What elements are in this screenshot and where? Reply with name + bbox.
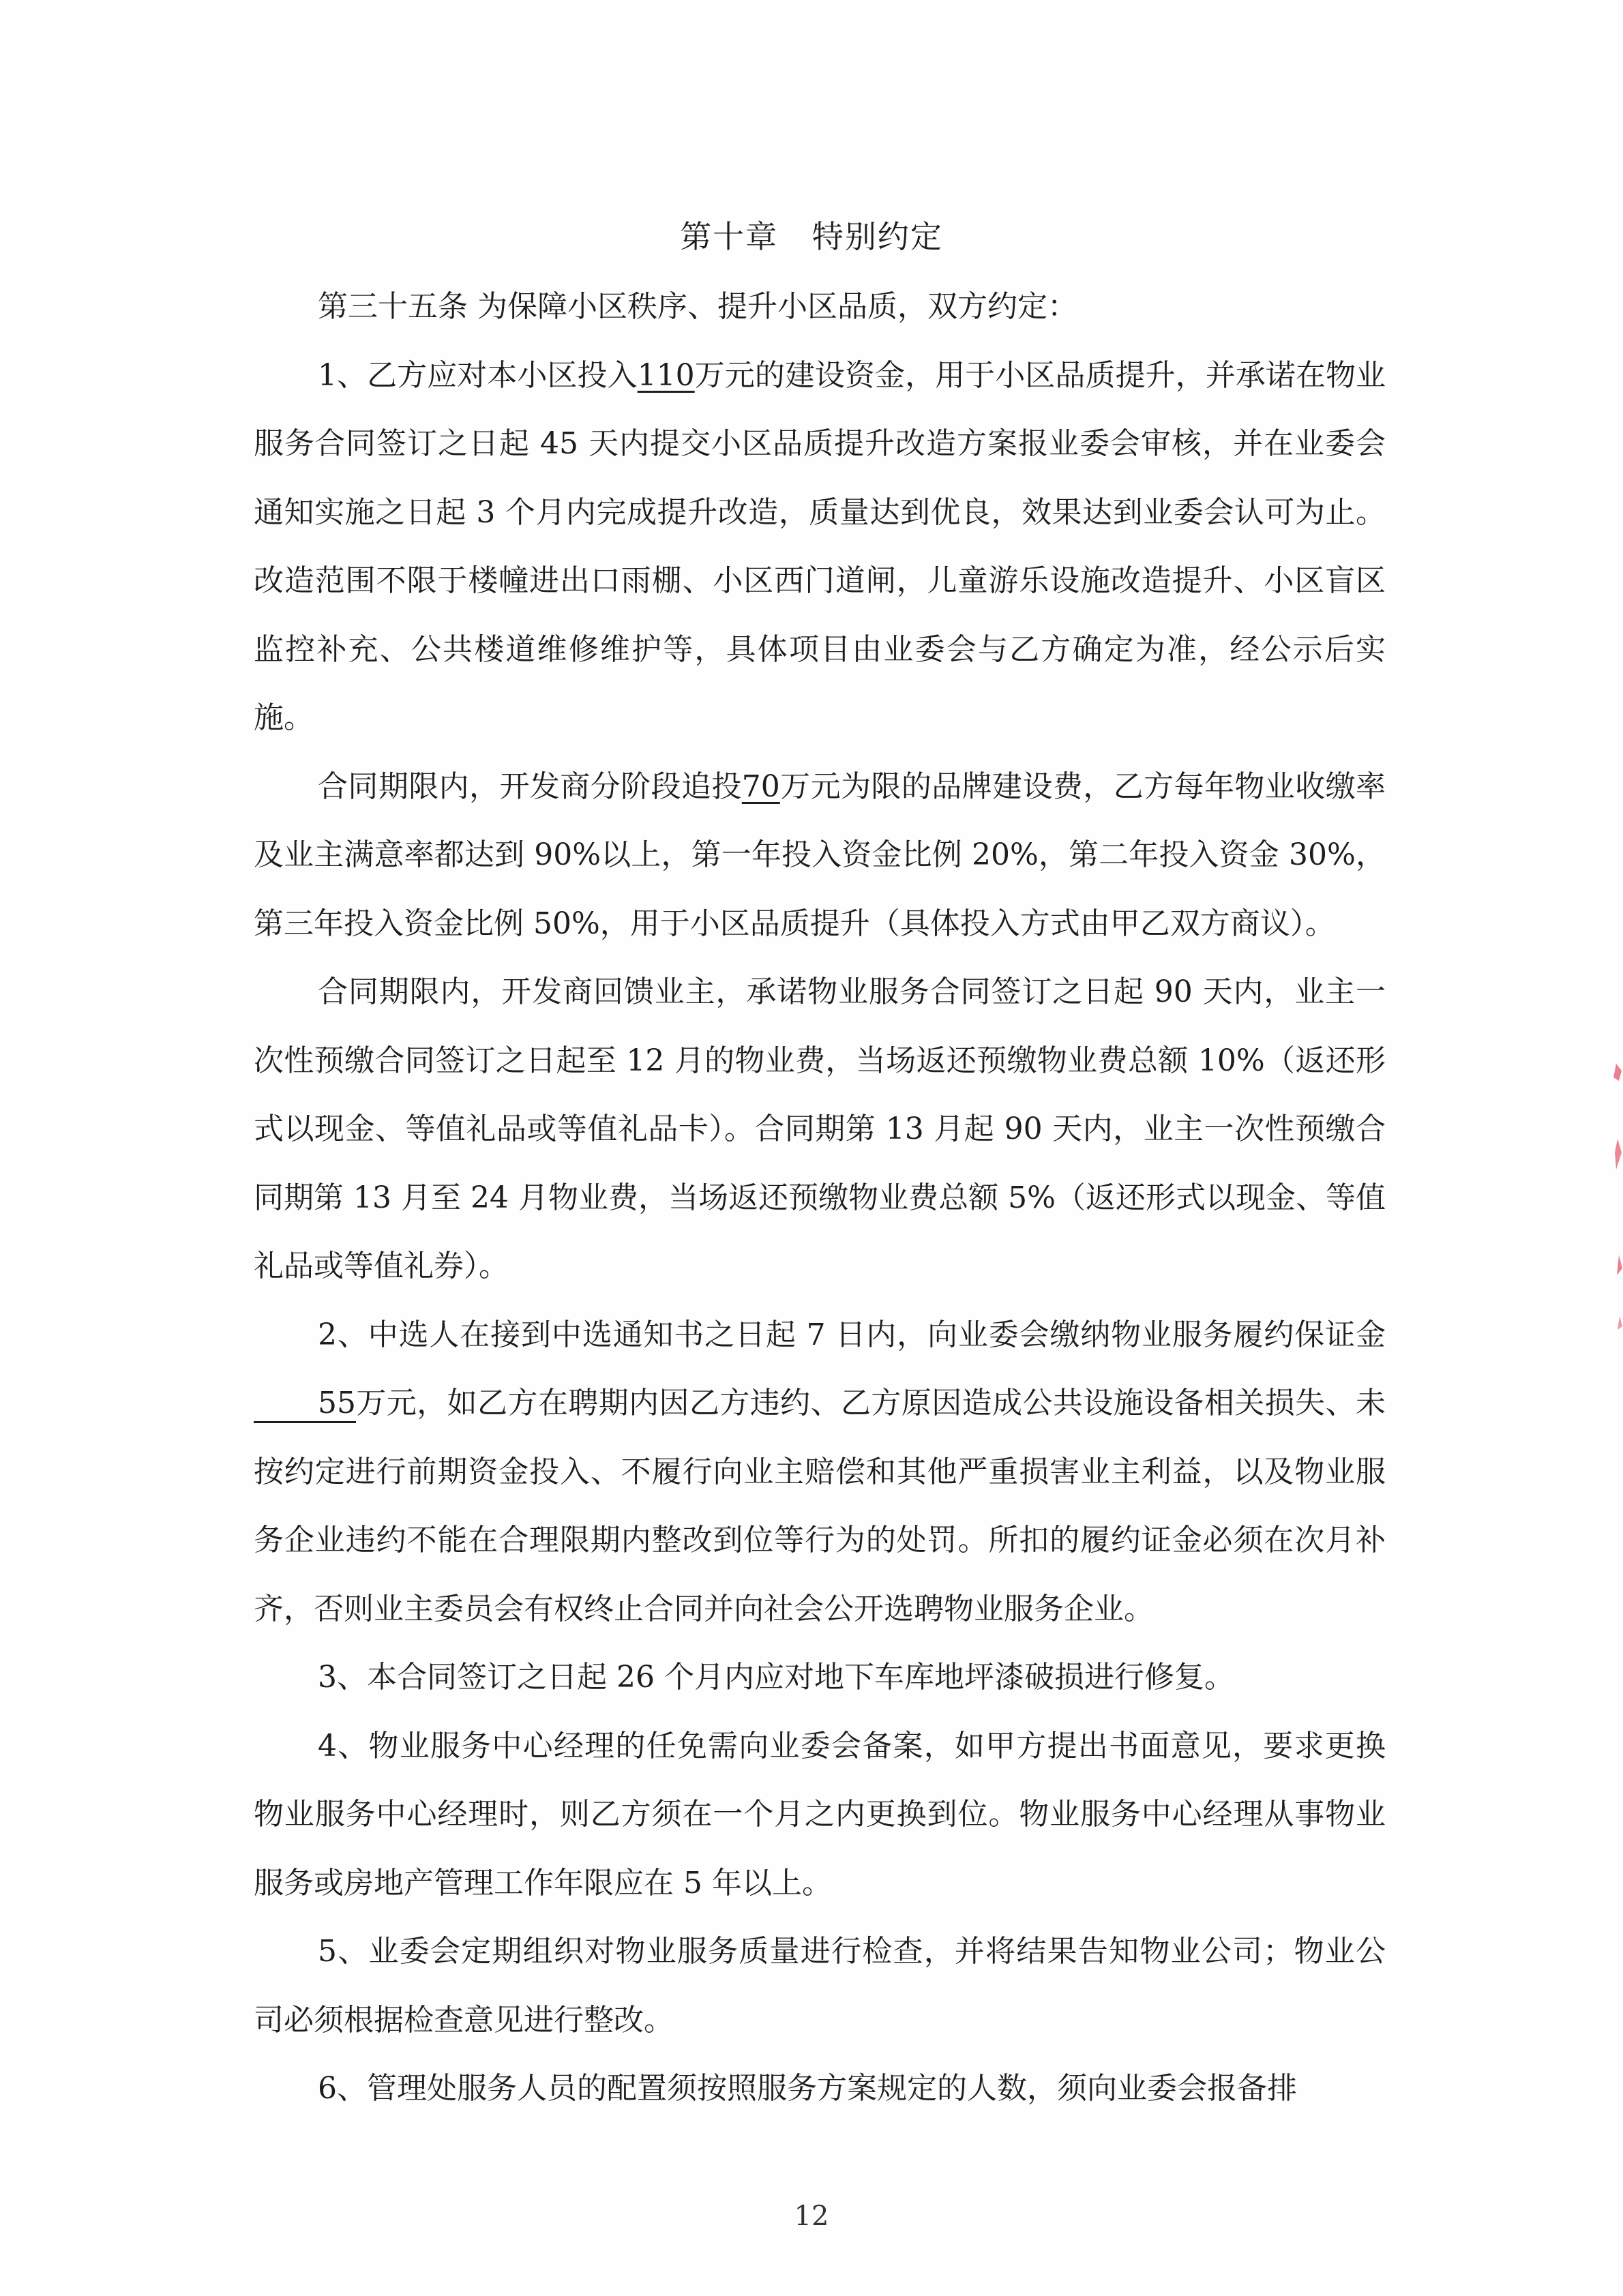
seal-mark xyxy=(1618,1316,1622,1330)
brand-fee-paragraph xyxy=(254,753,1386,959)
article-35-item-5: 5、业委会定期组织对物业服务质量进行检查，并将结果告知物业公司；物业公司必须根据检查意见进行整改。 xyxy=(254,1934,1386,2038)
seal-mark xyxy=(1613,1064,1622,1081)
article-35-item-2 xyxy=(254,1301,1386,1644)
article-35-item-1 xyxy=(254,342,1386,753)
article-35-item-6: 6、管理处服务人员的配置须按照服务方案规定的人数，须向业委会报备排 xyxy=(318,2071,1297,2106)
rebate-paragraph: 合同期限内，开发商回馈业主，承诺物业服务合同签订之日起 90 天内，业主一次性预缴合同签订之日起至 12 月的物业费，当场返还预缴物业费总额 10%（返还形式以现金、等值礼品或等值礼品卡）。合同期第 13 月起 90 天内，业主一次性预缴合同期第 13 月至 24 月物业费，当场返还预缴物业费总额 5%（返还形式以现金、等值礼品或等值礼券）。 xyxy=(254,974,1386,1283)
seal-mark xyxy=(1615,1139,1622,1169)
item-1-suffix: 万元的建设资金，用于小区品质提升，并承诺在物业服务合同签订之日起 45 天内提交小区品质提升改造方案报业委会审核，并在业委会通知实施之日起 3 个月内完成提升改造，质量达到优良，效果达到业委会认可为止。改造范围不限于楼幢进出口雨棚、小区西门道闸，儿童游乐设施改造提升、小区盲区监控补充、公共楼道维修维护等，具体项目由业委会与乙方确定为准，经公示后实施。 xyxy=(254,357,1386,735)
deposit-amount: 55 xyxy=(254,1386,356,1423)
item-2-suffix: 万元，如乙方在聘期内因乙方违约、乙方原因造成公共设施设备相关损失、未按约定进行前期资金投入、不履行向业主赔偿和其他严重损害业主利益，以及物业服务企业违约不能在合理限期内整改到位等行为的处罚。所扣的履约证金必须在次月补齐，否则业主委员会有权终止合同并向社会公开选聘物业服务企业。 xyxy=(254,1386,1386,1626)
page-number: 12 xyxy=(794,2201,829,2232)
chapter-title: 第十章 特别约定 xyxy=(680,218,943,255)
article-35-intro: 第三十五条 为保障小区秩序、提升小区品质，双方约定： xyxy=(318,289,1077,324)
item-1-prefix: 1、乙方应对本小区投入 xyxy=(318,357,638,393)
article-35-item-4: 4、物业服务中心经理的任免需向业委会备案，如甲方提出书面意见，要求更换物业服务中心经理时，则乙方须在一个月之内更换到位。物业服务中心经理从事物业服务或房地产管理工作年限应在 5 年以上。 xyxy=(254,1728,1386,1900)
document-body xyxy=(254,273,1386,2123)
brand-fee-amount: 70 xyxy=(741,769,780,804)
brand-fee-prefix: 合同期限内，开发商分阶段追投 xyxy=(318,769,742,804)
investment-amount: 110 xyxy=(637,357,695,393)
item-2-prefix: 2、中选人在接到中选通知书之日起 7 日内，向业委会缴纳物业服务履约保证金 xyxy=(318,1317,1386,1352)
seal-stamp-fragment xyxy=(1609,1050,1623,1337)
seal-mark xyxy=(1617,1255,1622,1275)
brand-fee-suffix: 万元为限的品牌建设费，乙方每年物业收缴率及业主满意率都达到 90%以上，第一年投入资金比例 20%，第二年投入资金 30%，第三年投入资金比例 50%，用于小区品质提升（具体投入方式由甲乙双方商议）。 xyxy=(254,769,1386,941)
article-35-item-3: 3、本合同签订之日起 26 个月内应对地下车库地坪漆破损进行修复。 xyxy=(318,1660,1234,1695)
